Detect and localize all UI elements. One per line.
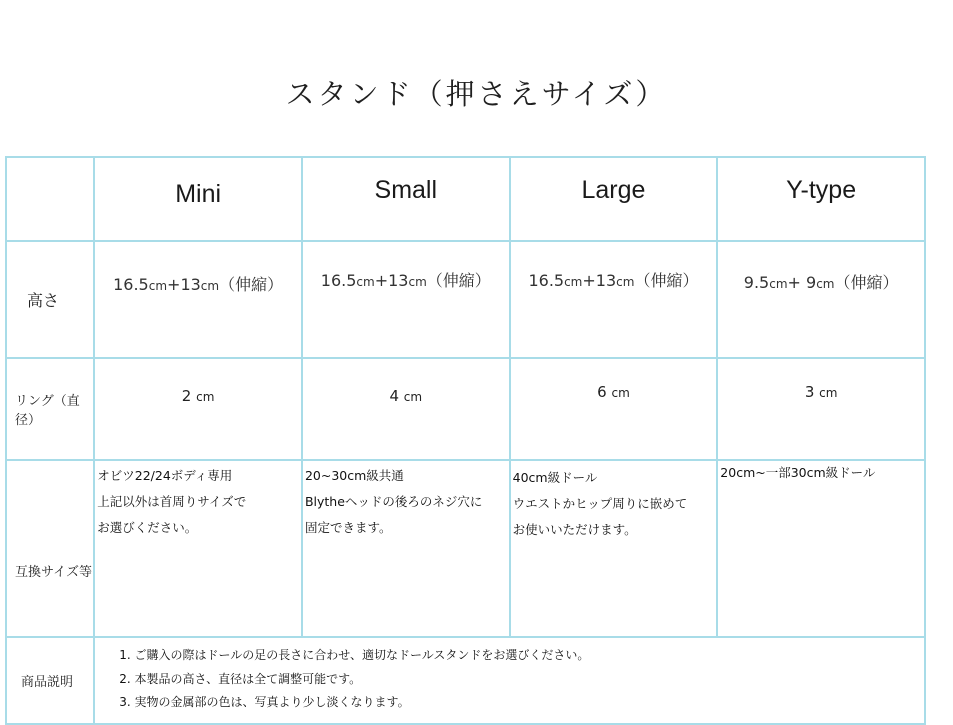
row-label-height: 高さ <box>6 241 94 358</box>
row-label-ring: リング（直径） <box>6 358 94 460</box>
compat-text-ytype: 20cm~一部30cm級ドール <box>717 460 925 637</box>
table-row-compat <box>6 460 925 637</box>
row-label-description: 商品説明 <box>6 637 94 724</box>
table-row-height <box>6 241 925 358</box>
row-label-compat: 互換サイズ等 <box>6 460 94 637</box>
description-line-1: 1. ご購入の際はドールの足の長さに合わせ、適切なドールスタンドをお選びください。 <box>119 648 590 662</box>
page-title: スタンド（押さえサイズ） <box>285 77 668 111</box>
table-row-description <box>6 637 925 724</box>
table-header-row <box>6 157 925 241</box>
ring-value-mini: 2 cm <box>94 358 302 460</box>
ring-value-ytype: 3 cm <box>717 358 925 460</box>
column-header-mini: Mini <box>94 157 302 241</box>
column-header-large: Large <box>510 157 718 241</box>
description-cell <box>94 637 925 724</box>
height-value-small: 16.5cm+13cm（伸縮） <box>302 241 510 358</box>
compat-text-large: 40cm級ドール ウエストかヒップ周りに嵌めて お使いいただけます。 <box>510 460 718 637</box>
ring-value-large: 6 cm <box>510 358 718 460</box>
description-line-3: 3. 実物の金属部の色は、写真より少し淡くなります。 <box>119 695 410 709</box>
table-row-ring <box>6 358 925 460</box>
description-line-2: 2. 本製品の高さ、直径は全て調整可能です。 <box>119 671 362 686</box>
header-empty-cell <box>6 157 94 241</box>
height-value-ytype: 9.5cm+ 9cm（伸縮） <box>717 241 925 358</box>
ring-value-small: 4 cm <box>302 358 510 460</box>
spec-table <box>5 156 926 725</box>
height-value-mini: 16.5cm+13cm（伸縮） <box>94 241 302 358</box>
compat-text-mini: オビツ22/24ボディ専用 上記以外は首周りサイズで お選びください。 <box>94 460 302 637</box>
height-value-large: 16.5cm+13cm（伸縮） <box>510 241 718 358</box>
column-header-small: Small <box>302 157 510 241</box>
compat-text-small: 20~30cm級共通 Blytheヘッドの後ろのネジ穴に 固定できます。 <box>302 460 510 637</box>
column-header-ytype: Y-type <box>717 157 925 241</box>
